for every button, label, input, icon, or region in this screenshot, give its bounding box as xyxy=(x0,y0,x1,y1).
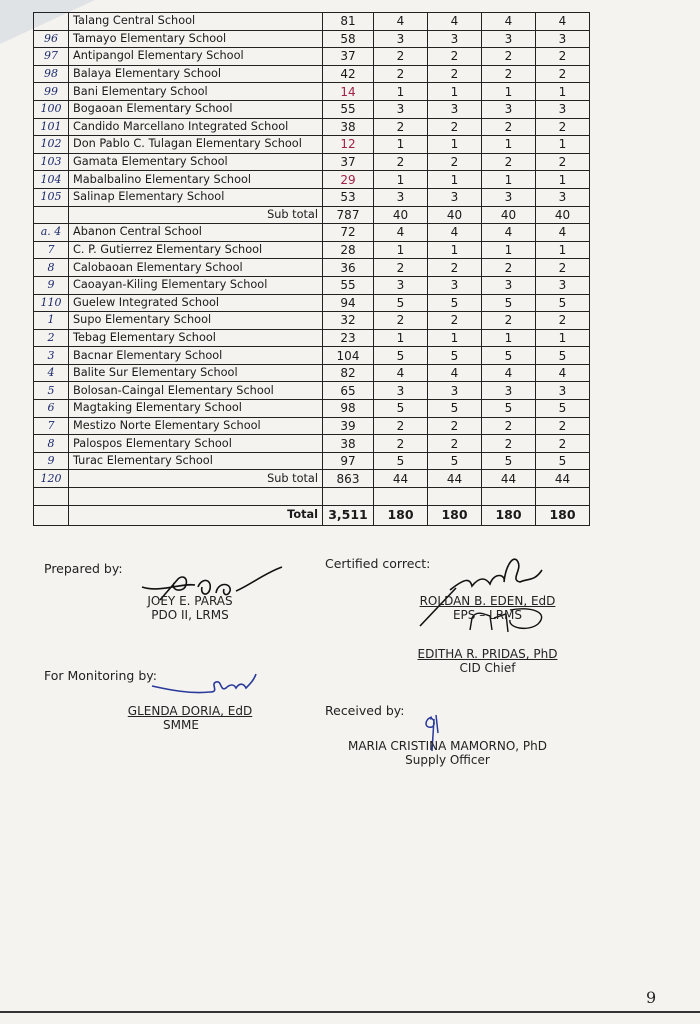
subtotal-value-4: 40 xyxy=(536,206,590,224)
allocation-value-2: 1 xyxy=(428,83,482,101)
total-value-4: 180 xyxy=(536,505,590,525)
row-handwritten-number: 110 xyxy=(34,294,69,312)
allocation-value-2: 1 xyxy=(428,171,482,189)
allocation-value-3: 4 xyxy=(482,13,536,31)
allocation-value-1: 1 xyxy=(374,83,428,101)
table-row xyxy=(34,241,590,259)
row-handwritten-number: 104 xyxy=(34,171,69,189)
allocation-value-2: 2 xyxy=(428,48,482,66)
school-name: Don Pablo C. Tulagan Elementary School xyxy=(69,136,323,154)
allocation-value-4: 4 xyxy=(536,364,590,382)
allocation-value-1: 2 xyxy=(374,118,428,136)
allocation-value-2: 5 xyxy=(428,452,482,470)
table-row xyxy=(34,83,590,101)
row-handwritten-number: 2 xyxy=(34,329,69,347)
allocation-value-2: 2 xyxy=(428,118,482,136)
school-name: Bacnar Elementary School xyxy=(69,347,323,365)
allocation-value-1: 5 xyxy=(374,347,428,365)
table-row xyxy=(34,153,590,171)
allocation-value-3: 5 xyxy=(482,347,536,365)
school-count: 29 xyxy=(323,171,374,189)
school-name: Balaya Elementary School xyxy=(69,65,323,83)
allocation-value-1: 2 xyxy=(374,417,428,435)
subtotal-value-4: 44 xyxy=(536,470,590,488)
allocation-value-3: 1 xyxy=(482,329,536,347)
school-name: Candido Marcellano Integrated School xyxy=(69,118,323,136)
school-count: 42 xyxy=(323,65,374,83)
allocation-value-2: 5 xyxy=(428,400,482,418)
allocation-value-4: 5 xyxy=(536,294,590,312)
row-handwritten-number xyxy=(34,505,69,525)
school-count: 14 xyxy=(323,83,374,101)
school-name: Bani Elementary School xyxy=(69,83,323,101)
table-row xyxy=(34,294,590,312)
subtotal-label: Sub total xyxy=(69,206,323,224)
allocation-value-1: 1 xyxy=(374,241,428,259)
row-handwritten-number: 8 xyxy=(34,435,69,453)
row-handwritten-number: 9 xyxy=(34,276,69,294)
school-count: 104 xyxy=(323,347,374,365)
certified-correct-label: Certified correct: xyxy=(325,556,431,571)
school-count: 37 xyxy=(323,48,374,66)
allocation-value-4: 5 xyxy=(536,452,590,470)
table-row xyxy=(34,329,590,347)
allocation-value-3: 3 xyxy=(482,100,536,118)
allocation-value-2: 3 xyxy=(428,276,482,294)
table-row xyxy=(34,188,590,206)
school-name: Turac Elementary School xyxy=(69,452,323,470)
certified-title: EPS – LRMS xyxy=(452,608,523,622)
cid-chief-signatory xyxy=(395,647,580,675)
prepared-by-title: PDO II, LRMS xyxy=(151,608,229,622)
allocation-value-3: 5 xyxy=(482,452,536,470)
allocation-value-3: 2 xyxy=(482,153,536,171)
allocation-value-3: 2 xyxy=(482,417,536,435)
school-count: 37 xyxy=(323,153,374,171)
allocation-value-1: 2 xyxy=(374,153,428,171)
school-count: 58 xyxy=(323,30,374,48)
allocation-value-3: 5 xyxy=(482,294,536,312)
total-value-2: 180 xyxy=(428,505,482,525)
allocation-value-3: 1 xyxy=(482,83,536,101)
allocation-value-4: 5 xyxy=(536,347,590,365)
allocation-value-3: 1 xyxy=(482,171,536,189)
allocation-value-3: 3 xyxy=(482,382,536,400)
table-row xyxy=(34,276,590,294)
allocation-value-4: 5 xyxy=(536,400,590,418)
blank-cell xyxy=(69,488,323,506)
allocation-value-2: 3 xyxy=(428,100,482,118)
allocation-value-3: 2 xyxy=(482,65,536,83)
allocation-value-2: 3 xyxy=(428,382,482,400)
school-name: Antipangol Elementary School xyxy=(69,48,323,66)
row-handwritten-number: 99 xyxy=(34,83,69,101)
allocation-value-4: 3 xyxy=(536,276,590,294)
received-by-block xyxy=(325,703,404,718)
allocation-value-1: 2 xyxy=(374,259,428,277)
allocation-value-3: 3 xyxy=(482,188,536,206)
allocation-value-4: 1 xyxy=(536,83,590,101)
table-row xyxy=(34,382,590,400)
allocation-value-4: 1 xyxy=(536,329,590,347)
row-handwritten-number: 103 xyxy=(34,153,69,171)
page-number: 9 xyxy=(646,988,657,1007)
subtotal-value-2: 40 xyxy=(428,206,482,224)
allocation-value-1: 5 xyxy=(374,294,428,312)
allocation-value-4: 2 xyxy=(536,118,590,136)
prepared-by-signatory xyxy=(110,594,270,622)
allocation-value-2: 3 xyxy=(428,30,482,48)
table-row xyxy=(34,435,590,453)
table-row xyxy=(34,100,590,118)
monitoring-title: SMME xyxy=(163,718,199,732)
allocation-value-1: 1 xyxy=(374,171,428,189)
allocation-value-2: 4 xyxy=(428,13,482,31)
row-handwritten-number: 120 xyxy=(34,470,69,488)
row-handwritten-number: 8 xyxy=(34,259,69,277)
row-handwritten-number: 9 xyxy=(34,452,69,470)
blank-cell xyxy=(323,488,374,506)
allocation-value-3: 2 xyxy=(482,118,536,136)
school-name: Tamayo Elementary School xyxy=(69,30,323,48)
allocation-value-2: 2 xyxy=(428,312,482,330)
allocation-value-4: 2 xyxy=(536,259,590,277)
row-handwritten-number: 5 xyxy=(34,382,69,400)
school-count: 98 xyxy=(323,400,374,418)
table-row xyxy=(34,347,590,365)
allocation-value-1: 1 xyxy=(374,136,428,154)
allocation-value-4: 4 xyxy=(536,224,590,242)
allocation-value-2: 1 xyxy=(428,329,482,347)
allocation-value-1: 2 xyxy=(374,312,428,330)
subtotal-value-3: 44 xyxy=(482,470,536,488)
school-name: Talang Central School xyxy=(69,13,323,31)
blank-cell xyxy=(536,488,590,506)
allocation-value-1: 3 xyxy=(374,382,428,400)
school-count: 55 xyxy=(323,276,374,294)
school-name: Guelew Integrated School xyxy=(69,294,323,312)
allocation-value-4: 2 xyxy=(536,312,590,330)
row-handwritten-number: a. 4 xyxy=(34,224,69,242)
table-row xyxy=(34,48,590,66)
school-name: Magtaking Elementary School xyxy=(69,400,323,418)
prepared-by-label: Prepared by: xyxy=(44,561,123,576)
school-count: 55 xyxy=(323,100,374,118)
school-name: Tebag Elementary School xyxy=(69,329,323,347)
allocation-value-4: 2 xyxy=(536,48,590,66)
row-handwritten-number: 3 xyxy=(34,347,69,365)
table-row xyxy=(34,13,590,31)
school-count: 65 xyxy=(323,382,374,400)
allocation-value-4: 4 xyxy=(536,13,590,31)
allocation-value-4: 3 xyxy=(536,382,590,400)
allocation-value-1: 5 xyxy=(374,400,428,418)
row-handwritten-number: 6 xyxy=(34,400,69,418)
monitoring-block xyxy=(44,668,157,683)
row-handwritten-number: 102 xyxy=(34,136,69,154)
allocation-value-1: 2 xyxy=(374,435,428,453)
table-row xyxy=(34,364,590,382)
subtotal-row xyxy=(34,470,590,488)
subtotal-value-1: 40 xyxy=(374,206,428,224)
bottom-rule xyxy=(0,1011,700,1013)
certified-name: ROLDAN B. EDEN, EdD xyxy=(419,594,556,608)
school-count: 81 xyxy=(323,13,374,31)
row-handwritten-number xyxy=(34,206,69,224)
allocation-value-1: 2 xyxy=(374,48,428,66)
school-count: 97 xyxy=(323,452,374,470)
prepared-by-block xyxy=(44,561,123,576)
school-name: Supo Elementary School xyxy=(69,312,323,330)
subtotal-count: 787 xyxy=(323,206,374,224)
allocation-value-3: 2 xyxy=(482,48,536,66)
certified-signature-icon xyxy=(410,548,560,638)
allocation-value-3: 2 xyxy=(482,312,536,330)
total-value-1: 180 xyxy=(374,505,428,525)
row-handwritten-number: 7 xyxy=(34,417,69,435)
table-row xyxy=(34,400,590,418)
allocation-value-4: 1 xyxy=(536,136,590,154)
allocation-value-1: 4 xyxy=(374,224,428,242)
school-name: Mestizo Norte Elementary School xyxy=(69,417,323,435)
total-label: Total xyxy=(69,505,323,525)
school-name: Mabalbalino Elementary School xyxy=(69,171,323,189)
allocation-value-2: 3 xyxy=(428,188,482,206)
allocation-value-4: 3 xyxy=(536,30,590,48)
school-count: 28 xyxy=(323,241,374,259)
school-count: 82 xyxy=(323,364,374,382)
allocation-value-4: 2 xyxy=(536,65,590,83)
table-row xyxy=(34,118,590,136)
school-count: 39 xyxy=(323,417,374,435)
allocation-value-1: 2 xyxy=(374,65,428,83)
allocation-value-1: 5 xyxy=(374,452,428,470)
received-by-label: Received by: xyxy=(325,703,405,718)
school-name: Gamata Elementary School xyxy=(69,153,323,171)
subtotal-count: 863 xyxy=(323,470,374,488)
allocation-value-2: 4 xyxy=(428,364,482,382)
allocation-value-2: 4 xyxy=(428,224,482,242)
cid-chief-title: CID Chief xyxy=(459,661,516,675)
total-count: 3,511 xyxy=(323,505,374,525)
allocation-value-4: 1 xyxy=(536,171,590,189)
allocation-value-3: 4 xyxy=(482,364,536,382)
blank-cell xyxy=(34,488,69,506)
row-handwritten-number: 96 xyxy=(34,30,69,48)
table-row xyxy=(34,259,590,277)
allocation-value-4: 1 xyxy=(536,241,590,259)
allocation-value-3: 3 xyxy=(482,276,536,294)
blank-cell xyxy=(482,488,536,506)
allocation-value-2: 5 xyxy=(428,294,482,312)
allocation-value-1: 3 xyxy=(374,188,428,206)
school-count: 12 xyxy=(323,136,374,154)
monitoring-signatory xyxy=(115,704,265,732)
allocation-value-4: 3 xyxy=(536,188,590,206)
school-count: 38 xyxy=(323,118,374,136)
certified-signatory xyxy=(395,594,580,622)
table-row xyxy=(34,417,590,435)
allocation-value-2: 2 xyxy=(428,259,482,277)
received-by-title: Supply Officer xyxy=(405,753,490,767)
blank-cell xyxy=(374,488,428,506)
allocation-value-1: 4 xyxy=(374,364,428,382)
allocation-value-2: 5 xyxy=(428,347,482,365)
allocation-value-2: 1 xyxy=(428,241,482,259)
allocation-value-3: 1 xyxy=(482,136,536,154)
allocation-value-1: 1 xyxy=(374,329,428,347)
allocation-value-3: 3 xyxy=(482,30,536,48)
school-name: Palospos Elementary School xyxy=(69,435,323,453)
school-count: 32 xyxy=(323,312,374,330)
allocation-value-2: 2 xyxy=(428,153,482,171)
allocation-value-3: 4 xyxy=(482,224,536,242)
allocation-value-4: 2 xyxy=(536,435,590,453)
row-handwritten-number xyxy=(34,13,69,31)
school-name: Balite Sur Elementary School xyxy=(69,364,323,382)
school-name: Bogaoan Elementary School xyxy=(69,100,323,118)
row-handwritten-number: 4 xyxy=(34,364,69,382)
monitoring-signature-icon xyxy=(150,672,260,702)
row-handwritten-number: 100 xyxy=(34,100,69,118)
monitoring-name: GLENDA DORIA, EdD xyxy=(127,704,253,718)
row-handwritten-number: 105 xyxy=(34,188,69,206)
subtotal-value-2: 44 xyxy=(428,470,482,488)
allocation-value-3: 1 xyxy=(482,241,536,259)
allocation-value-1: 4 xyxy=(374,13,428,31)
school-name: C. P. Gutierrez Elementary School xyxy=(69,241,323,259)
allocation-value-1: 3 xyxy=(374,30,428,48)
allocation-value-3: 5 xyxy=(482,400,536,418)
allocation-value-2: 2 xyxy=(428,435,482,453)
school-name: Salinap Elementary School xyxy=(69,188,323,206)
allocation-value-2: 2 xyxy=(428,417,482,435)
school-count: 53 xyxy=(323,188,374,206)
total-value-3: 180 xyxy=(482,505,536,525)
school-name: Abanon Central School xyxy=(69,224,323,242)
row-handwritten-number: 97 xyxy=(34,48,69,66)
school-count: 38 xyxy=(323,435,374,453)
table-body xyxy=(34,13,590,526)
blank-cell xyxy=(428,488,482,506)
table-row xyxy=(34,224,590,242)
allocation-value-4: 2 xyxy=(536,417,590,435)
row-handwritten-number: 7 xyxy=(34,241,69,259)
school-count: 94 xyxy=(323,294,374,312)
school-name: Caoayan-Kiling Elementary School xyxy=(69,276,323,294)
allocation-value-2: 1 xyxy=(428,136,482,154)
row-handwritten-number: 101 xyxy=(34,118,69,136)
subtotal-row xyxy=(34,206,590,224)
school-count: 36 xyxy=(323,259,374,277)
allocation-value-4: 2 xyxy=(536,153,590,171)
subtotal-label: Sub total xyxy=(69,470,323,488)
allocation-value-4: 3 xyxy=(536,100,590,118)
school-count: 72 xyxy=(323,224,374,242)
monitoring-label: For Monitoring by: xyxy=(44,668,157,683)
allocation-value-3: 2 xyxy=(482,435,536,453)
allocation-value-1: 3 xyxy=(374,100,428,118)
row-handwritten-number: 98 xyxy=(34,65,69,83)
subtotal-value-1: 44 xyxy=(374,470,428,488)
school-allocation-table xyxy=(33,12,590,526)
cid-chief-name: EDITHA R. PRIDAS, PhD xyxy=(417,647,558,661)
school-count: 23 xyxy=(323,329,374,347)
table-row xyxy=(34,30,590,48)
received-by-signatory xyxy=(325,739,570,767)
allocation-value-3: 2 xyxy=(482,259,536,277)
table-row xyxy=(34,312,590,330)
school-name: Calobaoan Elementary School xyxy=(69,259,323,277)
prepared-by-name: JOEY E. PARAS xyxy=(147,594,233,608)
table-row xyxy=(34,452,590,470)
allocation-value-2: 2 xyxy=(428,65,482,83)
allocation-value-1: 3 xyxy=(374,276,428,294)
received-by-name: MARIA CRISTINA MAMORNO, PhD xyxy=(347,739,548,753)
subtotal-value-3: 40 xyxy=(482,206,536,224)
table-row xyxy=(34,136,590,154)
row-handwritten-number: 1 xyxy=(34,312,69,330)
table-row xyxy=(34,65,590,83)
school-name: Bolosan-Caingal Elementary School xyxy=(69,382,323,400)
blank-row xyxy=(34,488,590,506)
total-row xyxy=(34,505,590,525)
table-row xyxy=(34,171,590,189)
